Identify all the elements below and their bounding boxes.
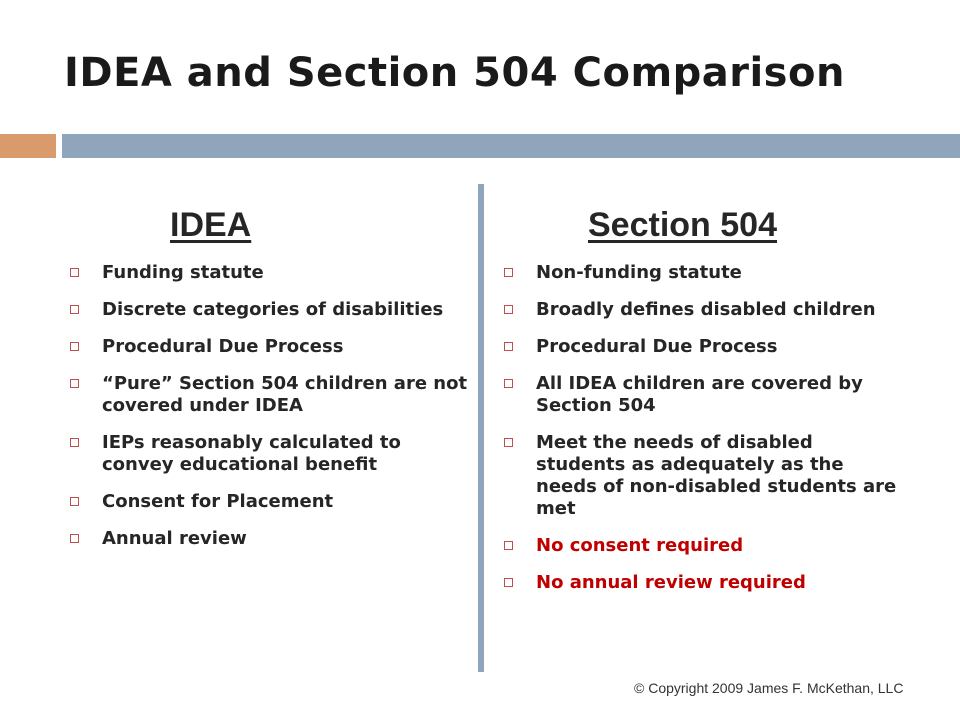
- square-bullet-icon: [70, 534, 79, 543]
- list-item-text: Procedural Due Process: [536, 336, 778, 357]
- list-item: [502, 262, 902, 284]
- list-item-text: Meet the needs of disabled students as adequately as the needs of non-disabled students are met: [536, 432, 897, 519]
- square-bullet-icon: [504, 342, 513, 351]
- list-item-text: Annual review: [102, 528, 247, 549]
- list-item: [68, 528, 468, 550]
- idea-heading: IDEA: [170, 206, 252, 244]
- list-item-highlight: [502, 535, 902, 557]
- slide-title: IDEA and Section 504 Comparison: [64, 50, 845, 96]
- list-item-text: All IDEA children are covered by Section 504: [536, 373, 863, 416]
- square-bullet-icon: [70, 497, 79, 506]
- square-bullet-icon: [70, 268, 79, 277]
- square-bullet-icon: [504, 268, 513, 277]
- list-item-text: No consent required: [536, 535, 744, 556]
- list-item-text: No annual review required: [536, 572, 806, 593]
- list-item-text: Non-funding statute: [536, 262, 742, 283]
- list-item: [68, 491, 468, 513]
- section504-list: [502, 262, 902, 609]
- square-bullet-icon: [70, 438, 79, 447]
- list-item-text: Funding statute: [102, 262, 264, 283]
- list-item: [68, 336, 468, 358]
- list-item-text: IEPs reasonably calculated to convey educational benefit: [102, 432, 401, 475]
- square-bullet-icon: [70, 379, 79, 388]
- list-item: [68, 299, 468, 321]
- list-item-text: Procedural Due Process: [102, 336, 344, 357]
- square-bullet-icon: [504, 541, 513, 550]
- copyright-notice: © Copyright 2009 James F. McKethan, LLC: [634, 680, 904, 696]
- idea-list: [68, 262, 468, 565]
- list-item: [502, 432, 902, 520]
- section504-heading: Section 504: [588, 206, 777, 244]
- square-bullet-icon: [504, 438, 513, 447]
- list-item-highlight: [502, 572, 902, 594]
- square-bullet-icon: [504, 578, 513, 587]
- list-item-text: Broadly defines disabled children: [536, 299, 876, 320]
- square-bullet-icon: [504, 305, 513, 314]
- list-item: [502, 299, 902, 321]
- square-bullet-icon: [70, 305, 79, 314]
- list-item-text: Discrete categories of disabilities: [102, 299, 444, 320]
- list-item: [68, 373, 468, 417]
- square-bullet-icon: [70, 342, 79, 351]
- accent-bar-orange: [0, 134, 56, 158]
- list-item: [502, 336, 902, 358]
- list-item: [68, 432, 468, 476]
- square-bullet-icon: [504, 379, 513, 388]
- list-item: [502, 373, 902, 417]
- column-divider: [478, 184, 484, 672]
- list-item: [68, 262, 468, 284]
- accent-bar-blue: [62, 134, 960, 158]
- list-item-text: “Pure” Section 504 children are not covered under IDEA: [102, 373, 468, 416]
- list-item-text: Consent for Placement: [102, 491, 334, 512]
